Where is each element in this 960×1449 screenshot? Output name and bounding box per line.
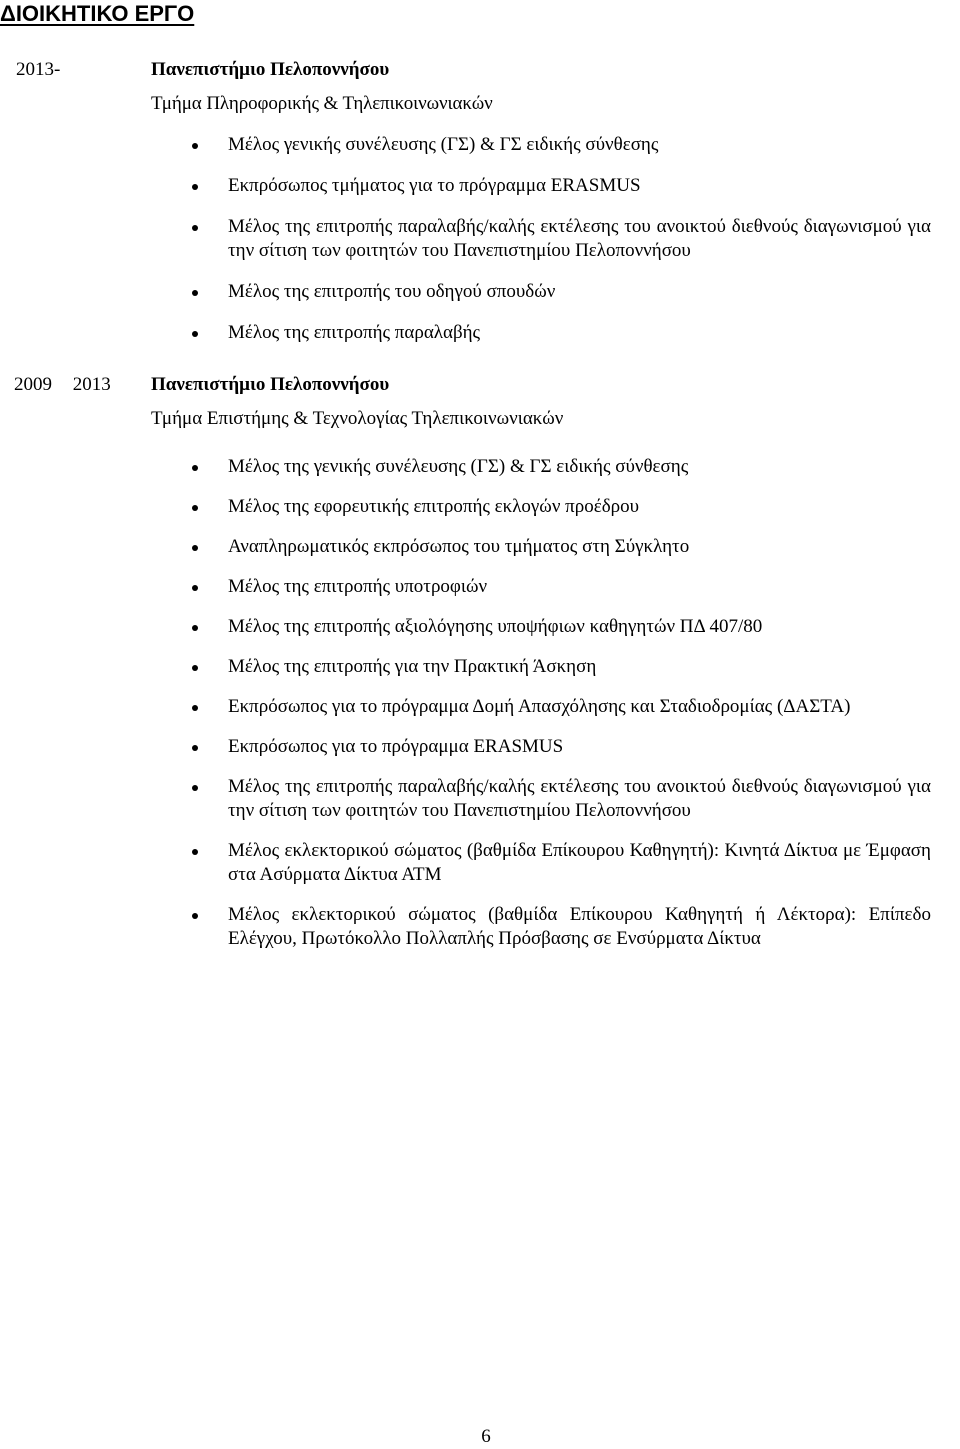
bullet-icon (192, 225, 198, 231)
bullet-icon (192, 184, 198, 190)
bullet-icon (192, 745, 198, 751)
list-item-text: Μέλος της γενικής συνέλευσης (ΓΣ) & ΓΣ ειδικής σύνθεσης (228, 456, 689, 477)
bullet-icon (192, 465, 198, 471)
page-number: 6 (481, 1426, 491, 1447)
section-years: 2013- (16, 59, 61, 80)
bullet-icon (192, 705, 198, 711)
list-item-text: Μέλος εκλεκτορικού σώματος (βαθμίδα Επίκουρου Καθηγητή ή Λέκτορα): Επίπεδο Ελέγχου, Πρωτόκολλο Πολλαπλής Πρόσβασης σε Ενσύρματα Δίκτυα (228, 904, 931, 949)
list-item-text: Μέλος της επιτροπής υποτροφιών (228, 576, 488, 597)
list-item-text: Μέλος της επιτροπής για την Πρακτική Άσκηση (228, 656, 597, 677)
duties-list (0, 133, 960, 362)
list-item (0, 735, 931, 759)
list-item (0, 455, 931, 479)
list-item (0, 775, 931, 823)
list-item (0, 321, 931, 345)
section-department: Τμήμα Επιστήμης & Τεχνολογίας Τηλεπικοινωνιακών (151, 408, 564, 429)
list-item (0, 133, 931, 157)
section-department: Τμήμα Πληροφορικής & Τηλεπικοινωνιακών (151, 93, 493, 114)
list-item (0, 695, 931, 719)
list-item-text: Εκπρόσωπος για το πρόγραμμα ERASMUS (228, 736, 564, 757)
bullet-icon (192, 625, 198, 631)
list-item (0, 535, 931, 559)
list-item-text: Μέλος της επιτροπής του οδηγού σπουδών (228, 281, 556, 302)
bullet-icon (192, 505, 198, 511)
list-item-text: Μέλος γενικής συνέλευσης (ΓΣ) & ΓΣ ειδικής σύνθεσης (228, 134, 659, 155)
bullet-icon (192, 785, 198, 791)
list-item-text: Μέλος της επιτροπής αξιολόγησης υποψήφιων καθηγητών ΠΔ 407/80 (228, 616, 763, 637)
bullet-icon (192, 849, 198, 855)
list-item-text: Αναπληρωματικός εκπρόσωπος του τμήματος στη Σύγκλητο (228, 536, 690, 557)
list-item (0, 655, 931, 679)
list-item-text: Μέλος της εφορευτικής επιτροπής εκλογών προέδρου (228, 496, 640, 517)
list-item-text: Μέλος της επιτροπής παραλαβής/καλής εκτέλεσης του ανοικτού διεθνούς διαγωνισμού για την σίτιση των φοιτητών του Πανεπιστημίου Πελοποννήσου (228, 776, 931, 821)
list-item-text: Μέλος της επιτροπής παραλαβής (228, 322, 481, 343)
list-item (0, 575, 931, 599)
page-heading: ΔΙΟΙΚΗΤΙΚΟ ΕΡΓΟ (0, 1, 195, 26)
bullet-icon (192, 665, 198, 671)
list-item (0, 174, 931, 198)
duties-list (0, 455, 960, 967)
bullet-icon (192, 913, 198, 919)
list-item-text: Εκπρόσωπος για το πρόγραμμα Δομή Απασχόλησης και Σταδιοδρομίας (ΔΑΣΤΑ) (228, 696, 851, 717)
section-years: 2009 2013 (14, 374, 111, 395)
list-item-text: Μέλος εκλεκτορικού σώματος (βαθμίδα Επίκουρου Καθηγητή): Κινητά Δίκτυα με Έμφαση στα Ασύρματα Δίκτυα ΑΤΜ (228, 840, 931, 885)
list-item-text: Μέλος της επιτροπής παραλαβής/καλής εκτέλεσης του ανοικτού διεθνούς διαγωνισμού για την σίτιση των φοιτητών του Πανεπιστημίου Πελοποννήσου (228, 216, 931, 261)
bullet-icon (192, 290, 198, 296)
list-item (0, 215, 931, 263)
list-item (0, 280, 931, 304)
list-item (0, 839, 931, 887)
list-item-text: Εκπρόσωπος τμήματος για το πρόγραμμα ERASMUS (228, 175, 641, 196)
list-item (0, 615, 931, 639)
bullet-icon (192, 585, 198, 591)
bullet-icon (192, 331, 198, 337)
bullet-icon (192, 143, 198, 149)
section-institution: Πανεπιστήμιο Πελοποννήσου (151, 374, 390, 395)
bullet-icon (192, 545, 198, 551)
section-institution: Πανεπιστήμιο Πελοποννήσου (151, 59, 390, 80)
list-item (0, 495, 931, 519)
list-item (0, 903, 931, 951)
